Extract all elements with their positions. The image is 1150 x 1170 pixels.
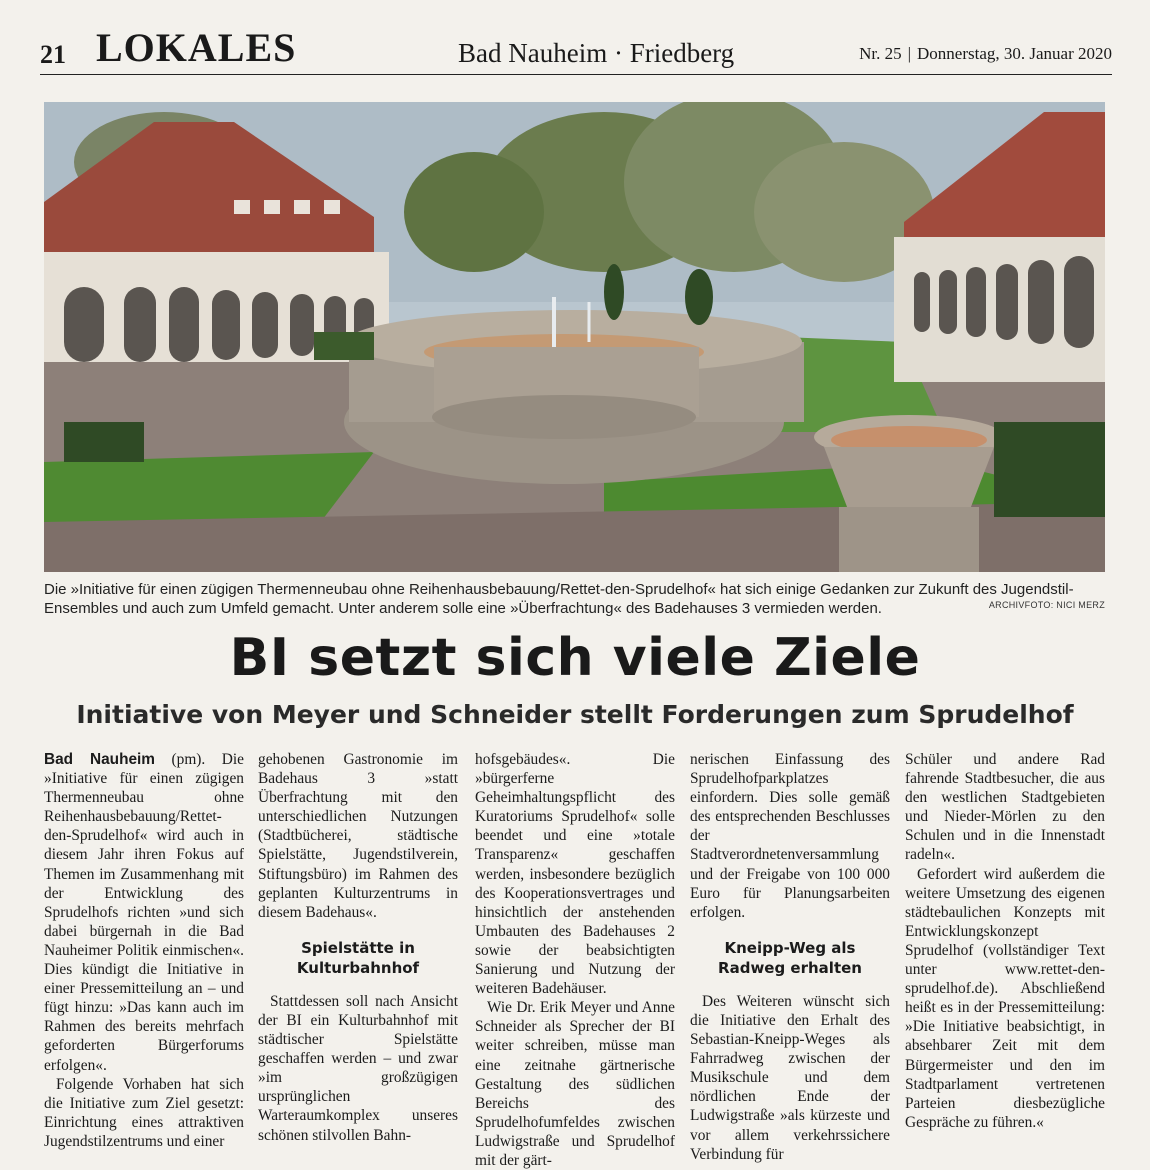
masthead (40, 22, 1112, 75)
article-paragraph: Des Weiteren wünscht sich die Initiative den Erhalt des Sebastian-Kneipp-Weges als Fahrradweg zwischen der Musikschule und dem nördlichen Ende der Ludwigstraße »als kürzeste und vor allem verkehrssichere Verbindung für (690, 992, 890, 1163)
agency-tag: (pm). (155, 751, 222, 768)
edition-place: Bad Nauheim · Friedberg (458, 38, 735, 68)
issue-date: Donnerstag, 30. Januar 2020 (917, 44, 1112, 63)
article-paragraph: Stattdessen soll nach Ansicht der BI ein Kulturbahnhof mit städtischer Spielstätte geschaffen werden – und zwar »im großzügigen ursprünglichen Warteraumkomplex unseres schönen stilvollen Bahn- (258, 992, 458, 1144)
photo-credit: ARCHIVFOTO: NICI MERZ (988, 600, 1105, 610)
issue-number: Nr. 25 (859, 44, 902, 63)
article-paragraph: gehobenen Gastronomie im Badehaus 3 »statt Überfrachtung mit den unterschiedlichen Nutzungen (Stadtbücherei, städtische Spielstätte, Jugendstilverein, Stiftungsbüro) im Rahmen des geplanten Kulturzentrums in diesem Badehaus«. (258, 751, 458, 921)
article-paragraph: Schüler und andere Rad fahrende Stadtbesucher, die aus den westlichen Stadtgebieten und Nieder-Mörlen zu den Schulen und in die Innenstadt radeln«. (905, 751, 1105, 864)
article-paragraph: Wie Dr. Erik Meyer und Anne Schneider als Sprecher der BI weiter schreiben, müsse man eine zeitnahe gärtnerische Gestaltung des südlichen Bereichs des Sprudelhofumfeldes zwischen Ludwigstraße und Sprudelhof mit der gärt- (475, 999, 675, 1169)
article-subheadline: Initiative von Meyer und Schneider stellt Forderungen zum Sprudelhof (76, 700, 1074, 729)
sprudelhof-photo-illustration (44, 102, 1105, 572)
paragraph-text: Die »Initiative für einen zügigen Thermenneubau ohne Reihenhausbebauung/Rettet-den-Sprudelhof« wird auch in diesem Jahr ihren Fokus auf Themen im Zusammenhang mit der Entwicklung des Sprudelhofs richten »und sich dabei bürgernah in die Bad Nauheimer Politik einmischen«. Dies kündigt die Initiative in einer Pressemitteilung an – und fügt hinzu: »Das kann auch im Rahmen des bereits mehrfach geforderten Bürgerforums erfolgen«. (44, 751, 244, 1074)
article-paragraph (44, 750, 244, 1075)
article-subhead: Spielstätte in Kulturbahnhof (296, 938, 420, 977)
article-subhead: Kneipp-Weg als Radweg erhalten (718, 938, 862, 977)
article-column-1 (44, 750, 244, 1151)
article-photo (44, 102, 1105, 572)
dateline: Bad Nauheim (44, 751, 155, 768)
photo-caption: Die »Initiative für einen zügigen Thermenneubau ohne Reihenhausbebauung/Rettet-den-Sprudelhof« hat sich einige Gedanken zur Zukunft des Jugendstil-Ensembles und auch zum Umfeld gemacht. Unter anderem solle eine »Überfrachtung« des Badehauses 3 vermieden werden. (44, 581, 1074, 617)
article-column-3 (475, 750, 675, 1170)
article-headline: BI setzt sich viele Ziele (229, 628, 921, 688)
issue-info: Nr. 25 | Donnerstag, 30. Januar 2020 (859, 44, 1112, 63)
page-number: 21 (40, 40, 66, 69)
section-title: LOKALES (96, 25, 297, 70)
article-paragraph: hofsgebäudes«. Die »bürgerferne Geheimhaltungspflicht des Kuratoriums Sprudelhof« solle beendet und eine »totale Transparenz« geschaffen werden, insbesondere bezüglich des Kooperationsvertrages und hinsichtlich der anstehenden Umbauten des Badehauses 2 sowie der beabsichtigten Sanierung und Nutzung der weiteren Badehäuser. (475, 751, 675, 998)
article-column-4 (690, 750, 890, 1164)
article-column-2 (258, 750, 458, 1145)
article-paragraph: nerischen Einfassung des Sprudelhofparkplatzes einfordern. Dies solle gemäß des entsprechenden Beschlusses der Stadtverordnetenversammlung und der Freigabe von 100 000 Euro für Planungsarbeiten erfolgen. (690, 751, 890, 921)
article-paragraph: Gefordert wird außerdem die weitere Umsetzung des eigenen städtebaulichen Konzepts mit Entwicklungskonzept Sprudelhof (vollständiger Text unter www.rettet-den-sprudelhof.de). Abschließend heißt es in der Pressemitteilung: »Die Initiative beabsichtigt, in absehbarer Zeit mit dem Bürgermeister und den im Stadtparlament vertretenen Parteien diesbezügliche Gespräche zu führen.« (905, 865, 1105, 1131)
article-paragraph: Folgende Vorhaben hat sich die Initiative zum Ziel gesetzt: Einrichtung eines attraktiven Jugendstilzentrums und einer (44, 1075, 244, 1150)
article-column-5 (905, 750, 1105, 1132)
